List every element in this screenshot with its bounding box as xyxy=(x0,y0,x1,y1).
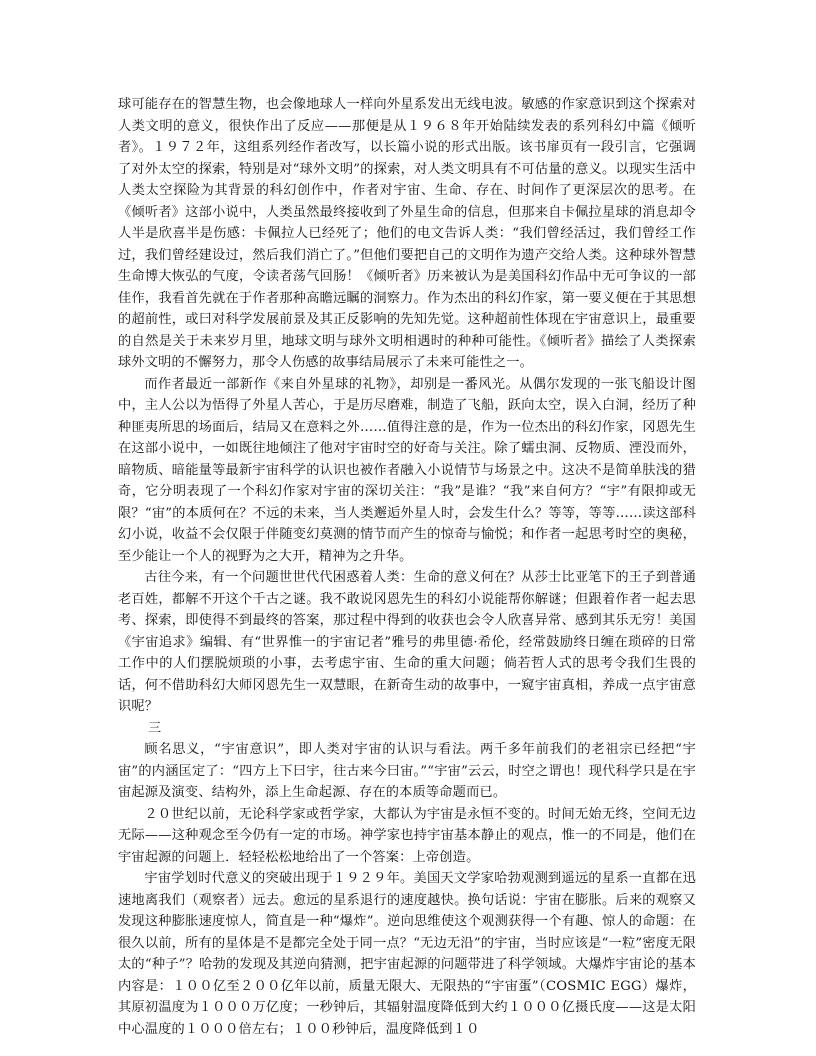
document-page xyxy=(118,94,696,1040)
paragraph: ２０世纪以前，无论科学家或哲学家，大都认为宇宙是永恒不变的。时间无始无终，空间无边无际——这种观念至今仍有一定的市场。神学家也持宇宙基本静止的观点，惟一的不同是，他们在宇宙起源的问题上．轻轻松松地给出了一个答案：上帝创造。 xyxy=(118,806,696,865)
paragraph: 顾名思义，“宇宙意识”，即人类对宇宙的认识与看法。两千多年前我们的老祖宗已经把“宇宙”的内涵匡定了：“四方上下曰宇，往古来今曰宙。”“宇宙”云云，时空之谓也！现代科学只是在宇宙起源及演变、结构外，添上生命起源、存在的本质等命题而已。 xyxy=(118,742,696,800)
paragraph: 宇宙学划时代意义的突破出现于１９２９年。美国天文学家哈勃观测到遥远的星系一直都在迅速地离我们（观察者）远去。愈远的星系退行的速度越快。换句话说：宇宙在膨胀。后来的观察又发现这种膨胀速度惊人，简直是一种“爆炸”。逆向思维使这个观测获得一个有趣、惊人的命题：在很久以前，所有的星体是不是都完全处于同一点？“无边无沿”的宇宙，当时应该是“一粒”密度无限太的“种子”？哈勃的发现及其逆向猜测，把宇宙起源的问题带进了科学领域。大爆炸宇宙论的基本内容是：１００亿至２００亿年以前，质量无限大、无限热的“宇宙蛋”（COSMIC EGG）爆炸，其原初温度为１０００万亿度；一秒钟后，其辐射温度降低到大约１０００亿摄氏度——这是太阳中心温度的１０００倍左右；１００秒钟后，温度降低到１０ xyxy=(118,871,696,1037)
section-heading: 三 xyxy=(148,720,162,736)
paragraph: 而作者最近一部新作《来自外星球的礼物》，却别是一番风光。从偶尔发现的一张飞船设计图中，主人公以为悟得了外星人苦心，于是历尽磨难，制造了飞船，跃向太空，误入白洞，经历了种种匪夷所思的场面后，结局又在意料之外……值得注意的是，作为一位杰出的科幻作家，冈恩先生在这部小说中，一如既往地倾注了他对宇宙时空的好奇与关注。除了蠕虫洞、反物质、湮没而外，暗物质、暗能量等最新宇宙科学的认识也被作者融入小说情节与场景之中。这决不是简单肤浅的猎奇，它分明表现了一个科幻作家对宇宙的深切关注：“我”是谁？“我”来自何方？“宇”有限抑或无限？“宙”的本质何在？不远的未来，当人类邂逅外星人时，会发生什么？等等，等等……读这部科幻小说，收益不会仅限于伴随变幻莫测的情节而产生的惊奇与愉悦；和作者一起思考时空的奥秘，至少能让一个人的视野为之大开，精神为之升华。 xyxy=(118,376,696,564)
paragraph: 古往今来，有一个问题世世代代困惑着人类：生命的意义何在？从莎士比亚笔下的王子到普通老百姓，都解不开这个千古之谜。我不敢说冈恩先生的科幻小说能帮你解谜；但跟着作者一起去思考、探索，即使得不到最终的答案，那过程中得到的收获也会令人欣喜异常、感到其乐无穷！美国《宇宙追求》编辑、有“世界惟一的宇宙记者”雅号的弗里德·希伦，经常鼓励终日缠在琐碎的日常工作中的人们摆脱烦琐的小事，去考虑宇宙、生命的重大问题；倘若哲人式的思考令我们生畏的话，何不借助科幻大师冈恩先生一双慧眼，在新奇生动的故事中，一窥宇宙真相，养成一点宇宙意识呢？ xyxy=(118,570,696,714)
paragraph: 球可能存在的智慧生物，也会像地球人一样向外星系发出无线电波。敏感的作家意识到这个探索对人类文明的意义，很快作出了反应——那便是从１９６８年开始陆续发表的系列科幻中篇《倾听者》。１９７２年，这组系列经作者改写，以长篇小说的形式出版。该书扉页有一段引言，它强调了对外太空的探索，特别是对“球外文明”的探索，对人类文明具有不可估量的意义。以现实生活中人类太空探险为其背景的科幻创作中，作者对宇宙、生命、存在、时间作了更深层次的思考。在《倾听者》这部小说中，人类虽然最终接收到了外星生命的信息，但那来自卡佩拉星球的消息却令人半是欣喜半是伤感：卡佩拉人已经死了；他们的电文告诉人类：“我们曾经活过，我们曾经工作过，我们曾经建设过，然后我们消亡了。”但他们要把自己的文明作为遗产交给人类。这种球外智慧生命博大恢弘的气度，令读者荡气回肠！《倾听者》历来被认为是美国科幻作品中无可争议的一部佳作，我看首先就在于作者那种高瞻远瞩的洞察力。作为杰出的科幻作家，第一要义便在于其思想的超前性，或曰对科学发展前景及其正反影响的先知先觉。这种超前性体现在宇宙意识上，最重要的自然是关于未来岁月里，地球文明与球外文明相遇时的种种可能性。《倾听者》描绘了人类探索球外文明的不懈努力，那令人伤感的故事结局展示了未来可能性之一。 xyxy=(118,97,696,370)
